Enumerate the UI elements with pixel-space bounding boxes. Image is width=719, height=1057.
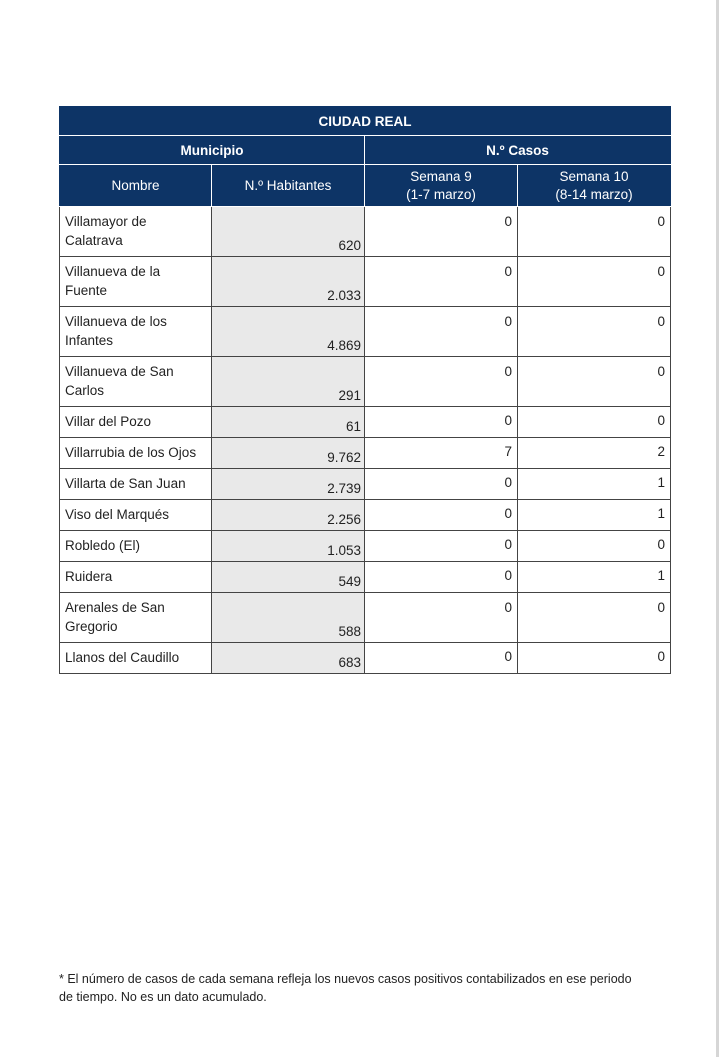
municipio-name-line1: Arenales de San <box>65 600 165 615</box>
semana9-value: 0 <box>365 593 518 643</box>
habitantes-value: 291 <box>212 357 365 407</box>
semana9-value: 0 <box>365 500 518 531</box>
footnote-line2: de tiempo. No es un dato acumulado. <box>59 990 267 1004</box>
semana10-dates: (8-14 marzo) <box>555 186 633 202</box>
table-row <box>60 357 671 407</box>
municipio-name-line1: Villanueva de San <box>65 364 174 379</box>
table-row <box>60 307 671 357</box>
habitantes-value: 2.256 <box>212 500 365 531</box>
semana9-value: 7 <box>365 438 518 469</box>
municipio-name: Villarta de San Juan <box>60 469 212 500</box>
table-row <box>60 643 671 674</box>
municipio-name-line1: Villanueva de la <box>65 264 161 279</box>
habitantes-value: 4.869 <box>212 307 365 357</box>
municipio-name <box>60 593 212 643</box>
municipio-name <box>60 257 212 307</box>
semana10-value: 0 <box>518 593 671 643</box>
semana10-value: 1 <box>518 500 671 531</box>
semana9-value: 0 <box>365 643 518 674</box>
semana10-value: 1 <box>518 469 671 500</box>
municipio-name: Ruidera <box>60 562 212 593</box>
table-row <box>60 407 671 438</box>
habitantes-value: 549 <box>212 562 365 593</box>
semana9-value: 0 <box>365 562 518 593</box>
column-header-habitantes: N.º Habitantes <box>212 165 365 207</box>
habitantes-value: 588 <box>212 593 365 643</box>
semana9-dates: (1-7 marzo) <box>406 186 476 202</box>
table-body <box>60 207 671 674</box>
semana9-value: 0 <box>365 469 518 500</box>
semana10-label: Semana 10 <box>559 168 629 184</box>
column-header-semana10 <box>518 165 671 207</box>
semana10-value: 0 <box>518 531 671 562</box>
municipio-name-line2: Infantes <box>65 333 114 348</box>
semana10-value: 0 <box>518 307 671 357</box>
table-row <box>60 207 671 257</box>
municipio-name-line2: Calatrava <box>65 233 123 248</box>
habitantes-value: 2.739 <box>212 469 365 500</box>
municipio-name <box>60 307 212 357</box>
semana10-value: 0 <box>518 643 671 674</box>
semana9-label: Semana 9 <box>410 168 472 184</box>
table-row <box>60 593 671 643</box>
municipio-name-line2: Carlos <box>65 383 105 398</box>
semana10-value: 0 <box>518 357 671 407</box>
table-title: CIUDAD REAL <box>60 107 671 136</box>
semana9-value: 0 <box>365 307 518 357</box>
municipio-name: Villarrubia de los Ojos <box>60 438 212 469</box>
table-row <box>60 531 671 562</box>
group-header-casos: N.º Casos <box>365 136 671 165</box>
semana10-value: 0 <box>518 207 671 257</box>
semana9-value: 0 <box>365 407 518 438</box>
semana10-value: 0 <box>518 257 671 307</box>
table-row <box>60 562 671 593</box>
table-row <box>60 257 671 307</box>
table-row <box>60 500 671 531</box>
footnote <box>59 970 669 1006</box>
habitantes-value: 683 <box>212 643 365 674</box>
column-header-semana9 <box>365 165 518 207</box>
table-row <box>60 438 671 469</box>
municipio-name: Llanos del Caudillo <box>60 643 212 674</box>
semana9-value: 0 <box>365 357 518 407</box>
municipio-name: Villar del Pozo <box>60 407 212 438</box>
municipio-name-line2: Fuente <box>65 283 108 298</box>
semana10-value: 0 <box>518 407 671 438</box>
cases-table <box>59 106 671 674</box>
municipio-name-line2: Gregorio <box>65 619 118 634</box>
habitantes-value: 2.033 <box>212 257 365 307</box>
semana9-value: 0 <box>365 207 518 257</box>
semana9-value: 0 <box>365 257 518 307</box>
column-header-nombre: Nombre <box>60 165 212 207</box>
municipio-name-line1: Villamayor de <box>65 214 147 229</box>
semana9-value: 0 <box>365 531 518 562</box>
municipio-name-line1: Villanueva de los <box>65 314 167 329</box>
municipio-name <box>60 357 212 407</box>
municipio-name: Viso del Marqués <box>60 500 212 531</box>
habitantes-value: 61 <box>212 407 365 438</box>
semana10-value: 1 <box>518 562 671 593</box>
habitantes-value: 1.053 <box>212 531 365 562</box>
table-row <box>60 469 671 500</box>
habitantes-value: 620 <box>212 207 365 257</box>
municipio-name <box>60 207 212 257</box>
footnote-line1: * El número de casos de cada semana refleja los nuevos casos positivos contabilizados en ese periodo <box>59 972 632 986</box>
habitantes-value: 9.762 <box>212 438 365 469</box>
group-header-municipio: Municipio <box>60 136 365 165</box>
semana10-value: 2 <box>518 438 671 469</box>
municipio-name: Robledo (El) <box>60 531 212 562</box>
